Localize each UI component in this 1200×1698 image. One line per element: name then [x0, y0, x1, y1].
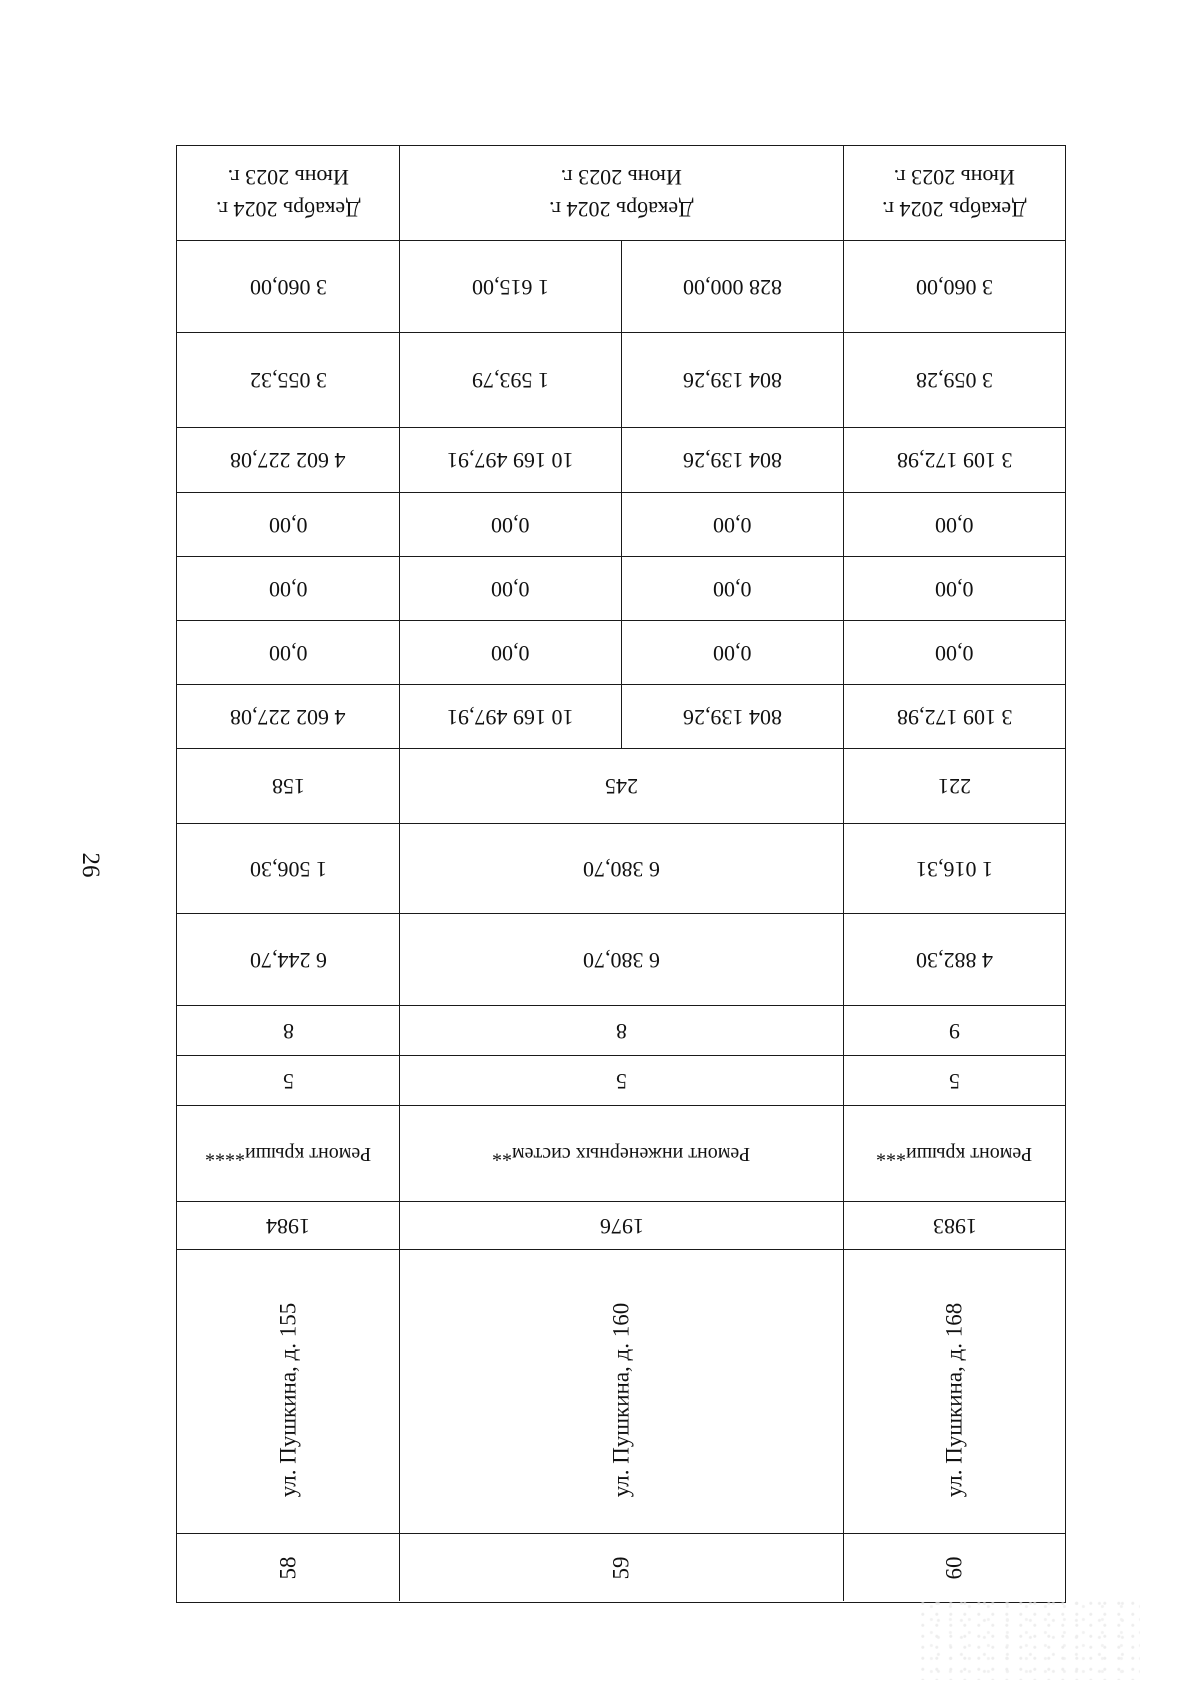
cell-r1-c1 — [177, 241, 399, 332]
cell-text: 3 055,32 — [249, 368, 327, 393]
row-number-cell-1 — [177, 1534, 399, 1601]
cell-r4-c2b — [621, 493, 843, 556]
cell-text: 0,00 — [491, 640, 530, 666]
address-text: ул. Пушкина, д. 155 — [275, 1302, 300, 1498]
cell-r9-c1 — [177, 824, 399, 913]
cell-r2-c3 — [843, 333, 1065, 427]
cell-r2-c2b — [621, 333, 843, 427]
cell-text: 10 169 497,91 — [447, 704, 574, 730]
cell-r5-c2b — [621, 557, 843, 620]
cell-text: Ремонт крыши**** — [204, 1143, 372, 1165]
table-row — [177, 428, 1065, 493]
cell-text: 0,00 — [491, 576, 530, 602]
cell-r6-c3 — [843, 621, 1065, 684]
cell-text: 8 — [616, 1018, 627, 1044]
table-row — [177, 824, 1065, 914]
table-row — [177, 557, 1065, 621]
header-text-1: Декабрь 2024 г. Июнь 2023 г. — [215, 165, 361, 222]
address-cell-1 — [177, 1250, 399, 1533]
cell-text: 1983 — [932, 1213, 977, 1239]
cell-r10-c3 — [843, 914, 1065, 1005]
table-row — [177, 1056, 1065, 1106]
cell-r10-c2 — [399, 914, 843, 1005]
row-number-cell-3 — [843, 1534, 1065, 1601]
cell-text: 804 139,26 — [683, 704, 782, 730]
cell-r12-c1 — [177, 1056, 399, 1105]
cell-text: 3 109 172,98 — [896, 448, 1013, 473]
cell-text: 10 169 497,91 — [447, 448, 574, 473]
cell-r2-c2a — [399, 333, 621, 427]
cell-text: 9 — [949, 1018, 960, 1044]
cell-r8-c1 — [177, 749, 399, 823]
cell-text: 5 — [616, 1068, 627, 1094]
cell-text: 0,00 — [713, 512, 752, 538]
cell-r4-c1 — [177, 493, 399, 556]
cell-r13-c3 — [843, 1106, 1065, 1201]
cell-text: Ремонт инженерных систем** — [492, 1143, 751, 1165]
header-cell-1 — [177, 146, 399, 240]
cell-text: 1 615,00 — [472, 274, 549, 300]
table-row — [177, 493, 1065, 557]
table-row — [177, 1106, 1065, 1202]
row-number-cell-2 — [399, 1534, 843, 1601]
address-cell-3 — [843, 1250, 1065, 1533]
table-row — [177, 1006, 1065, 1056]
cell-r11-c2 — [399, 1006, 843, 1055]
row-number-text: 58 — [275, 1556, 300, 1579]
cell-text: 0,00 — [935, 640, 974, 666]
cell-text: 1 593,79 — [472, 368, 549, 393]
cell-text: 6 380,70 — [583, 856, 660, 882]
cell-r4-c3 — [843, 493, 1065, 556]
housing-repair-table — [176, 145, 1066, 1603]
cell-r14-c2 — [399, 1202, 843, 1249]
cell-r6-c2a — [399, 621, 621, 684]
header-text-2: Декабрь 2024 г. Июнь 2023 г. — [549, 165, 694, 222]
table-row — [177, 1202, 1065, 1250]
cell-text: 5 — [949, 1068, 960, 1094]
cell-text: 1976 — [599, 1213, 644, 1239]
table-row — [177, 241, 1065, 333]
cell-text: 0,00 — [713, 576, 752, 602]
cell-r8-c3 — [843, 749, 1065, 823]
cell-text: 0,00 — [935, 576, 974, 602]
cell-r14-c3 — [843, 1202, 1065, 1249]
cell-r1-c2a — [399, 241, 621, 332]
row-number-text: 60 — [941, 1556, 967, 1579]
cell-r9-c3 — [843, 824, 1065, 913]
cell-text: 3 060,00 — [916, 274, 993, 300]
page-number — [72, 847, 108, 883]
cell-r7-c2a — [399, 685, 621, 748]
cell-text: 6 244,70 — [249, 947, 327, 973]
cell-r5-c3 — [843, 557, 1065, 620]
cell-text: 8 — [282, 1018, 294, 1044]
cell-r3-c2b — [621, 428, 843, 492]
cell-text: 1984 — [266, 1213, 310, 1239]
cell-text: 3 109 172,98 — [896, 704, 1013, 730]
table-row — [177, 621, 1065, 685]
cell-r11-c1 — [177, 1006, 399, 1055]
cell-text: 221 — [938, 774, 971, 799]
table-row — [177, 333, 1065, 428]
cell-r14-c1 — [177, 1202, 399, 1249]
cell-text: 1 506,30 — [249, 856, 327, 882]
table-row-header — [177, 146, 1065, 241]
cell-r6-c2b — [621, 621, 843, 684]
cell-r13-c2 — [399, 1106, 843, 1201]
cell-text: 0,00 — [713, 640, 752, 666]
cell-text: 158 — [271, 774, 305, 799]
scan-noise-decoration — [920, 1600, 1140, 1680]
cell-text: Ремонт крыши*** — [876, 1143, 1033, 1165]
cell-r3-c1 — [177, 428, 399, 492]
cell-text: 0,00 — [268, 576, 308, 602]
cell-r8-c2 — [399, 749, 843, 823]
cell-r9-c2 — [399, 824, 843, 913]
address-cell-2 — [399, 1250, 843, 1533]
header-text-3: Декабрь 2024 г. Июнь 2023 г. — [882, 165, 1027, 222]
table-row — [177, 749, 1065, 824]
cell-text: 4 602 227,08 — [230, 704, 346, 730]
cell-text: 828 000,00 — [683, 274, 782, 300]
cell-r12-c2 — [399, 1056, 843, 1105]
cell-text: 3 060,00 — [249, 274, 327, 300]
cell-text: 5 — [282, 1068, 294, 1094]
cell-text: 1 016,31 — [916, 856, 993, 882]
cell-text: 0,00 — [268, 512, 308, 538]
address-text: ул. Пушкина, д. 160 — [608, 1302, 634, 1498]
cell-r3-c2a — [399, 428, 621, 492]
cell-r1-c2b — [621, 241, 843, 332]
cell-r5-c1 — [177, 557, 399, 620]
cell-text: 804 139,26 — [683, 448, 782, 473]
cell-r1-c3 — [843, 241, 1065, 332]
address-text: ул. Пушкина, д. 168 — [941, 1302, 967, 1498]
cell-r4-c2a — [399, 493, 621, 556]
table-row — [177, 914, 1065, 1006]
cell-r2-c1 — [177, 333, 399, 427]
cell-r7-c2b — [621, 685, 843, 748]
row-number-text: 59 — [608, 1556, 634, 1579]
cell-r6-c1 — [177, 621, 399, 684]
cell-r11-c3 — [843, 1006, 1065, 1055]
cell-r5-c2a — [399, 557, 621, 620]
table-row-addresses — [177, 1250, 1065, 1534]
cell-r7-c3 — [843, 685, 1065, 748]
header-cell-3 — [843, 146, 1065, 240]
cell-text: 0,00 — [491, 512, 530, 538]
cell-r13-c1 — [177, 1106, 399, 1201]
cell-text: 6 380,70 — [583, 947, 660, 973]
cell-r7-c1 — [177, 685, 399, 748]
page-number-text: 26 — [77, 852, 104, 878]
cell-text: 3 059,28 — [916, 368, 993, 393]
cell-text: 245 — [605, 774, 638, 799]
cell-text: 0,00 — [935, 512, 974, 538]
cell-text: 4 602 227,08 — [230, 448, 346, 473]
cell-text: 804 139,26 — [683, 368, 782, 393]
cell-r10-c1 — [177, 914, 399, 1005]
cell-r3-c3 — [843, 428, 1065, 492]
header-cell-2 — [399, 146, 843, 240]
cell-text: 4 882,30 — [916, 947, 993, 973]
table-row — [177, 685, 1065, 749]
table-row-numbers — [177, 1534, 1065, 1601]
cell-r12-c3 — [843, 1056, 1065, 1105]
cell-text: 0,00 — [268, 640, 308, 666]
